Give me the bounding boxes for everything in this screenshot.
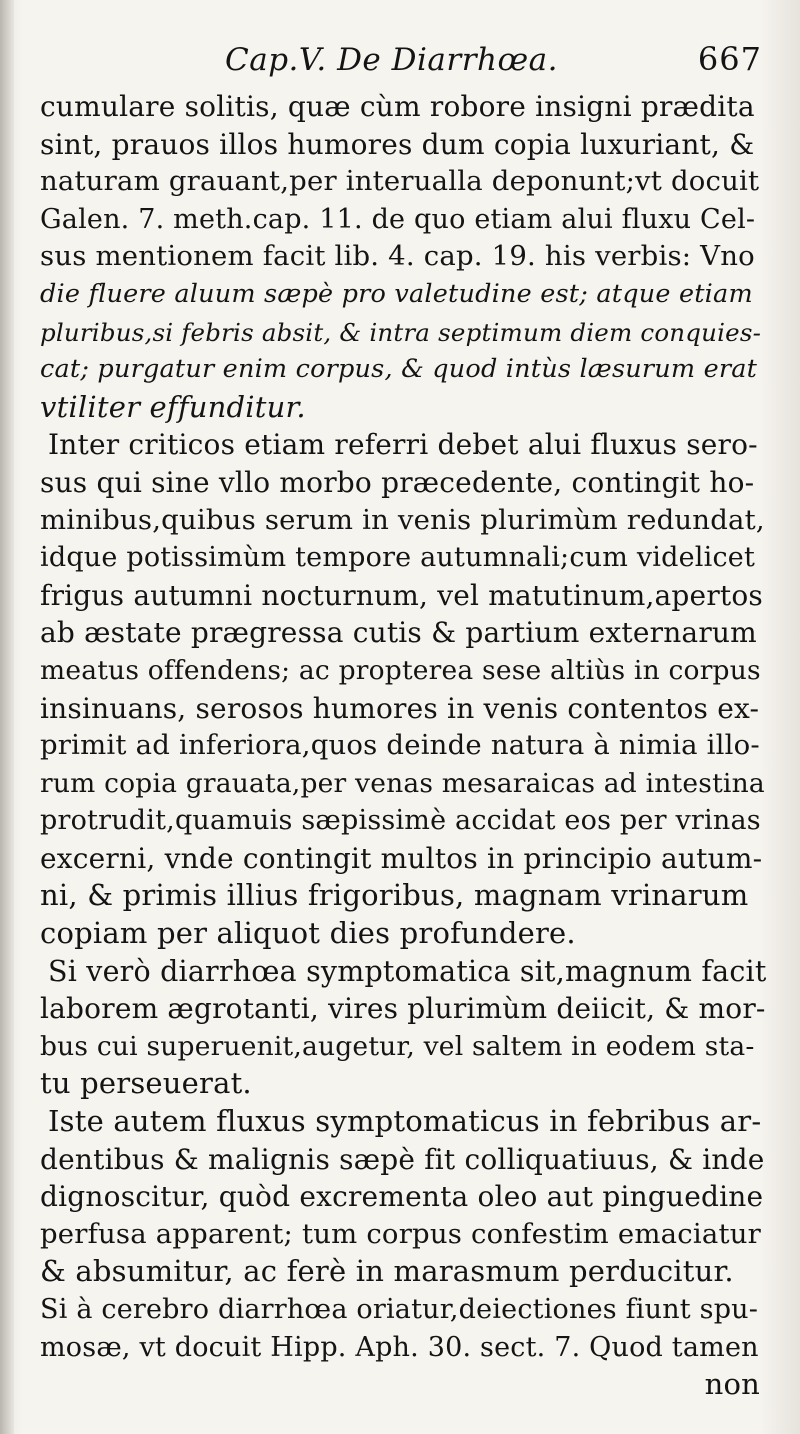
paragraph-start-line: Si verò diarrhœa symptomatica sit,magnum facit	[48, 954, 766, 988]
paragraph-start-line: Inter criticos etiam referri debet alui fluxus sero-	[48, 428, 758, 462]
running-head: Cap.V. De Diarrhœa.	[225, 42, 558, 78]
text-line: protrudit,quamuis sæpissimè accidat eos per vrinas	[40, 805, 761, 837]
text-line: vtiliter effunditur.	[40, 389, 306, 424]
text-line: dignoscitur, quòd excrementa oleo aut pinguedine	[40, 1180, 764, 1214]
paragraph-start-line: Iste autem fluxus symptomaticus in febribus ar-	[48, 1104, 762, 1139]
text-line: meatus offendens; ac propterea sese altiùs in corpus	[40, 654, 761, 686]
body-text	[40, 88, 766, 1404]
text-line: idque potissimùm tempore autumnali;cum videlicet	[40, 542, 755, 574]
page-header	[40, 38, 766, 84]
text-line: mosæ, vt docuit Hipp. Aph. 30. sect. 7. Quod tamen	[40, 1331, 759, 1363]
text-line: sus qui sine vllo morbo præcedente, contingit ho-	[40, 465, 755, 499]
text-line: Galen. 7. meth.cap. 11. de quo etiam alui fluxu Cel-	[40, 203, 756, 235]
text-line: copiam per aliquot dies profundere.	[40, 916, 576, 951]
text-line: cumulare solitis, quæ cùm robore insigni prædita	[40, 90, 755, 123]
text-line: laborem ægrotanti, vires plurimùm deiicit, & mor-	[40, 992, 766, 1026]
text-line: & absumitur, ac ferè in marasmum perducitur.	[40, 1254, 734, 1289]
text-line: tu perseuerat.	[40, 1066, 252, 1101]
text-line: excerni, vnde contingit multos in principio autum-	[40, 841, 763, 875]
page-gutter	[0, 0, 14, 1434]
text-line: Si à cerebro diarrhœa oriatur,deiectiones fiunt spu-	[40, 1294, 759, 1325]
text-line: naturam grauant,per interualla deponunt;vt docuit	[40, 165, 760, 198]
text-line: pluribus,si febris absit, & intra septimum diem conquies-	[40, 317, 762, 347]
text-line: bus cui superuenit,augetur, vel saltem in eodem sta-	[40, 1030, 755, 1062]
text-line: dentibus & malignis sæpè fit colliquatiuus, & inde	[40, 1142, 765, 1176]
text-line: cat; purgatur enim corpus, & quod intùs læsurum erat	[40, 354, 758, 385]
text-line: die fluere aluum sæpè pro valetudine est; atque etiam	[40, 278, 753, 309]
text-line: minibus,quibus serum in venis plurimùm redundat,	[40, 503, 765, 536]
text-line: sint, prauos illos humores dum copia luxuriant, &	[40, 127, 755, 161]
text-line: insinuans, serosos humores in venis contentos ex-	[40, 691, 760, 725]
text-line: ab æstate prægressa cutis & partium externarum	[40, 616, 757, 650]
text-line: rum copia grauata,per venas mesaraicas ad intestina	[40, 767, 765, 799]
text-line: frigus autumni nocturnum, vel matutinum,apertos	[40, 578, 763, 612]
catchword: non	[704, 1367, 760, 1402]
text-line: sus mentionem facit lib. 4. cap. 19. his verbis: Vno	[40, 240, 755, 273]
page-number: 667	[697, 40, 762, 78]
text-line: primit ad inferiora,quos deinde natura à nimia illo-	[40, 729, 760, 762]
text-line: perfusa apparent; tum corpus confestim emaciatur	[40, 1217, 761, 1250]
text-line: ni, & primis illius frigoribus, magnam vrinarum	[40, 878, 749, 913]
